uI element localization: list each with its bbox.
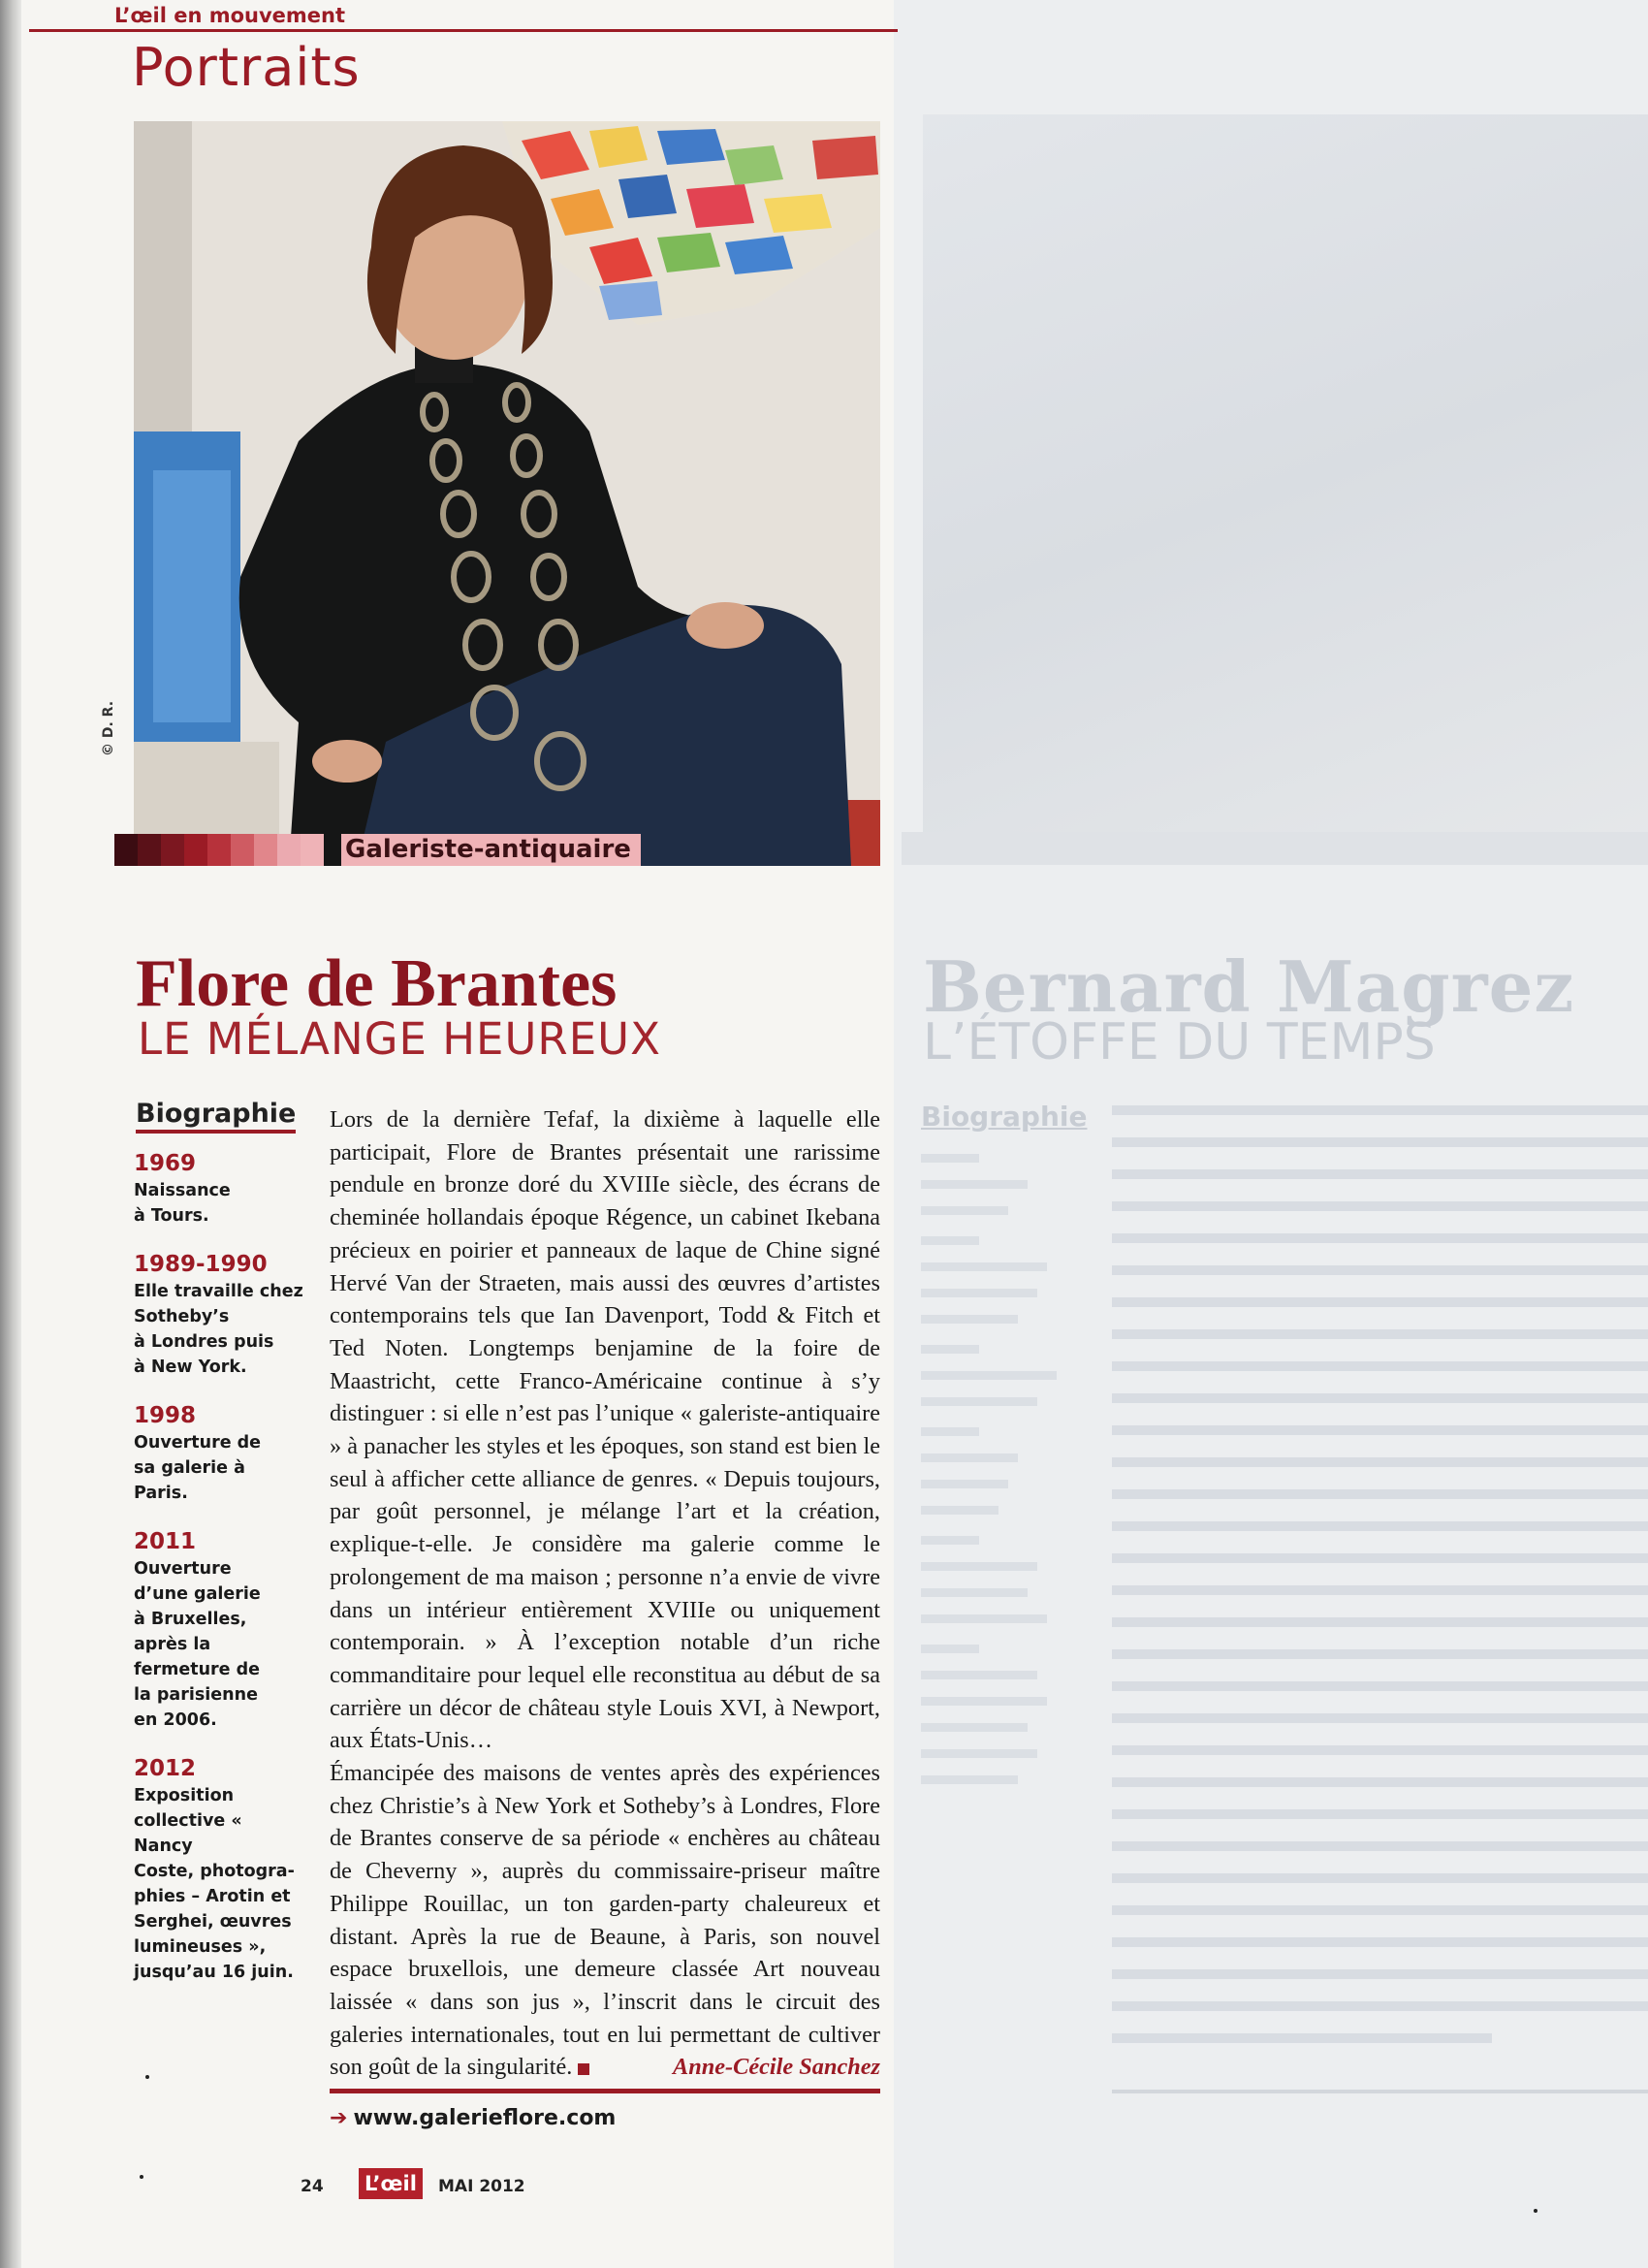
website-link[interactable] <box>330 2106 616 2130</box>
magazine-logo: L’œil <box>359 2168 423 2199</box>
faded-article-subtitle: L’ÉTOFFE DU TEMPS <box>923 1013 1436 1071</box>
print-speck <box>145 2075 149 2079</box>
faded-end-rule <box>1112 2090 1648 2093</box>
biography-text: Ouverture de sa galerie à Paris. <box>134 1433 262 1503</box>
article-subtitle: LE MÉLANGE HEUREUX <box>138 1013 661 1065</box>
faded-photo-band <box>902 832 1648 865</box>
article-title: Flore de Brantes <box>136 946 618 1021</box>
section-title: Portraits <box>132 37 361 98</box>
article-paragraph: Lors de la dernière Tefaf, la dixième à laquelle elle participait, Flore de Brantes présentait une rarissime pendule en bronze doré du XVIIIe siècle, des écrans de cheminée hollandais époque Régence, un cabinet Ikebana précieux en poirier et panneaux de laque de Chine signé Hervé Van der Straeten, mais aussi des œuvres d’artistes contemporains tels que Ian Davenport, Todd & Fitch et Ted Noten. Longtemps benjamine de la foire de Maastricht, cette Franco-Américaine continue à s’y distinguer : si elle n’est pas l’unique « galeriste-antiquaire » à panacher les styles et les époques, son stand est bien le seul à afficher cette alliance de genres. « Depuis toujours, par goût personnel, je mélange l’art et la création, explique-t-elle. Je considère ma galerie comme le prolongement de ma maison ; personne n’a envie de vivre dans un intérieur entièrement XVIIIe ou uniquement contemporain. » À l’exception notable d’un riche commanditaire pour lequel elle reconstitua au début de sa carrière un décor de château style Louis XVI, à Newport, aux États-Unis… <box>330 1106 880 1754</box>
biography-year: 2012 <box>134 1756 197 1781</box>
print-speck <box>140 2175 143 2179</box>
header-rule <box>29 29 898 32</box>
biography-text: Elle travaille chez Sotheby’s à Londres puis à New York. <box>134 1282 303 1377</box>
article-body <box>330 1103 880 2084</box>
faded-body-lines <box>1112 1105 1648 2065</box>
biography-heading: Biographie <box>136 1099 296 1134</box>
biography-item <box>134 1754 303 1985</box>
page-number: 24 <box>301 2177 324 2196</box>
biography-item <box>134 1250 303 1380</box>
faded-bio-heading: Biographie <box>921 1101 1088 1133</box>
magazine-spine <box>0 0 21 2268</box>
photo-credit: © D. R. <box>101 700 116 756</box>
issue-date: MAI 2012 <box>438 2177 525 2196</box>
article-end-rule <box>330 2089 880 2093</box>
article-paragraph-last <box>330 1757 880 2084</box>
faded-facing-page <box>894 0 1648 2268</box>
end-mark-icon <box>578 2063 589 2075</box>
article-paragraph-text: Émancipée des maisons de ventes après des expériences chez Christie’s à New York et Sotheby’s à Londres, Flore de Brantes conserve de sa période « enchères au château de Cheverny », auprès du commissaire-priseur maître Philippe Rouillac, un ton garden-party chaleureux et distant. Après la rue de Beaune, à Paris, son nouvel espace bruxellois, une demeure classée Art nouveau laissée « dans son jus », l’inscrit dans le circuit des galeries internationales, tout en lui permettant de cultiver son goût de la singularité. <box>330 1760 880 2081</box>
biography-text: Ouverture d’une galerie à Bruxelles, après la fermeture de la parisienne en 2006. <box>134 1559 261 1730</box>
website-url[interactable]: www.galerieflore.com <box>353 2106 617 2130</box>
biography-item <box>134 1527 303 1733</box>
biography-list <box>134 1149 303 2006</box>
biography-year: 1969 <box>134 1151 197 1176</box>
print-speck <box>1534 2209 1537 2213</box>
biography-year: 1989-1990 <box>134 1252 268 1277</box>
biography-item <box>134 1149 303 1229</box>
biography-year: 2011 <box>134 1529 197 1554</box>
faded-article-name: Bernard Magrez <box>923 945 1575 1028</box>
faded-bio-lines <box>921 1154 1066 1802</box>
biography-year: 1998 <box>134 1403 197 1428</box>
portrait-photo <box>134 121 880 866</box>
biography-text: Exposition collective « Nancy Coste, photogra- phies – Arotin et Serghei, œuvres lumineuses », jusqu’au 16 juin. <box>134 1786 295 1982</box>
section-kicker: L’œil en mouvement <box>114 4 346 27</box>
portrait-illustration <box>134 121 880 866</box>
faded-photo <box>923 114 1648 861</box>
arrow-right-icon: ➔ <box>330 2106 348 2130</box>
article-author: Anne-Cécile Sanchez <box>673 2054 880 2081</box>
biography-text: Naissance à Tours. <box>134 1181 231 1226</box>
biography-item <box>134 1401 303 1506</box>
category-label: Galeriste-antiquaire <box>341 834 641 866</box>
